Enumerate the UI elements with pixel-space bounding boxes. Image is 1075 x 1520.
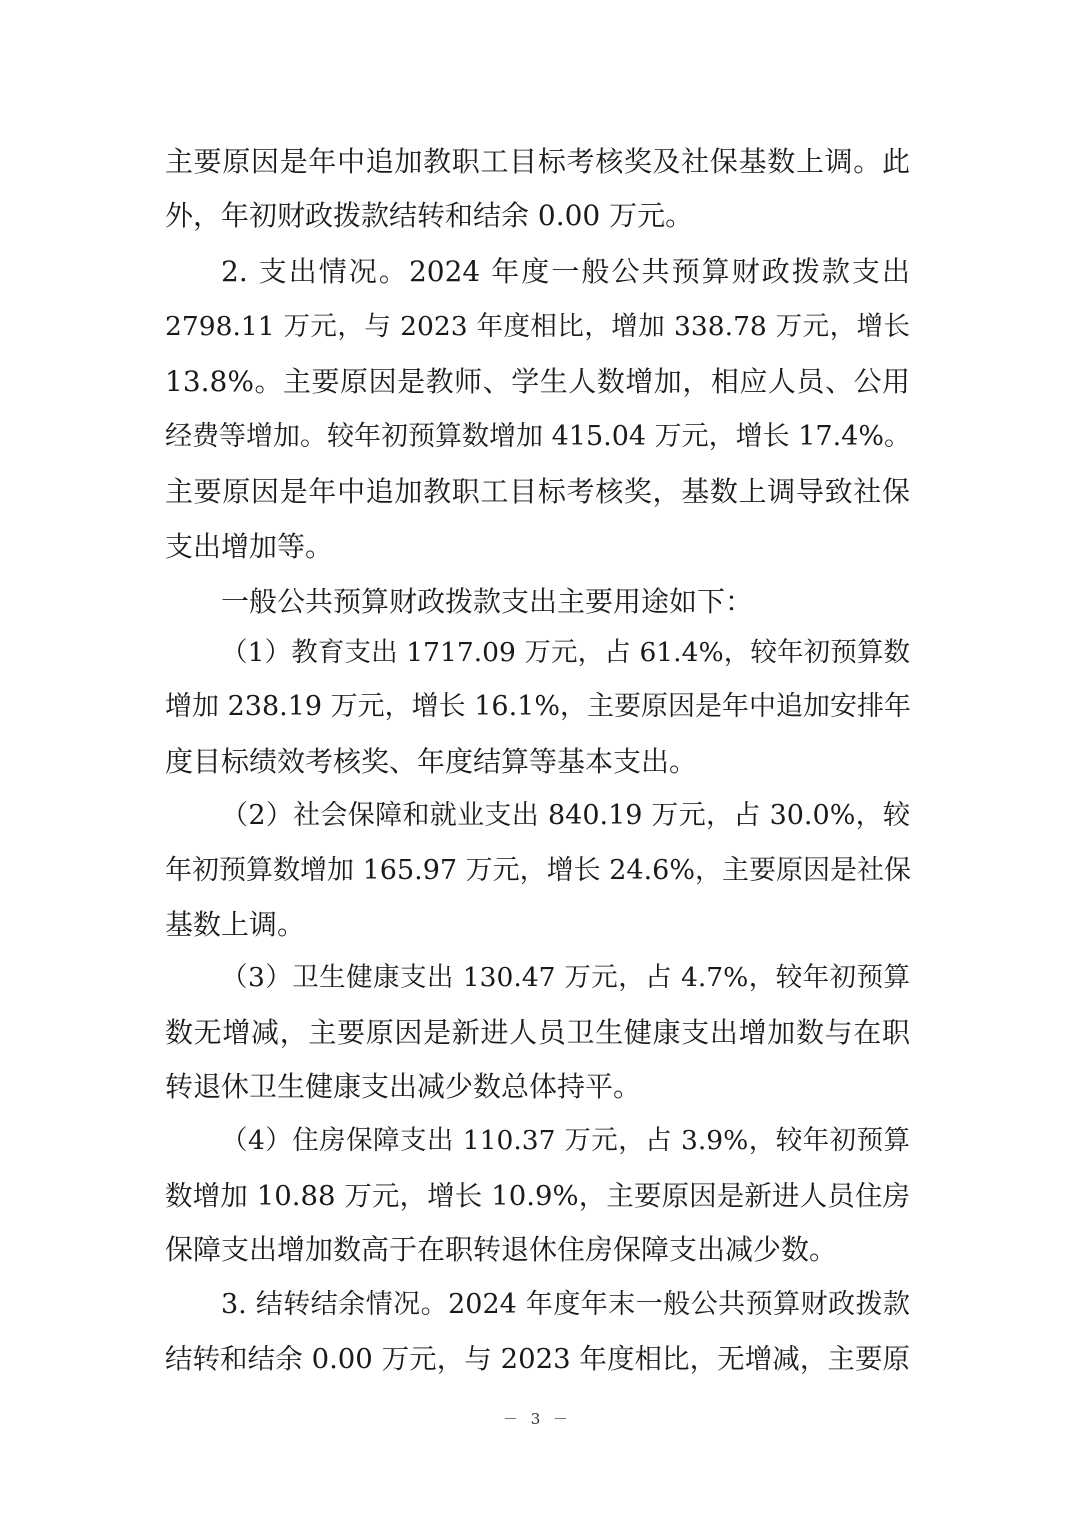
text-line: 经费等增加。较年初预算数增加 415.04 万元，增长 17.4%。 xyxy=(165,421,911,452)
text-line: 3. 结转结余情况。2024 年度年末一般公共预算财政拨款 xyxy=(221,1289,910,1320)
text-line: （1）教育支出 1717.09 万元，占 61.4%，较年初预算数 xyxy=(221,637,910,668)
text-line: 主要原因是年中追加教职工目标考核奖及社保基数上调。此 xyxy=(165,145,910,178)
text-line: 增加 238.19 万元，增长 16.1%，主要原因是年中追加安排年 xyxy=(165,691,911,722)
text-line: 一般公共预算财政拨款支出主要用途如下： xyxy=(221,585,754,618)
text-line: 主要原因是年中追加教职工目标考核奖，基数上调导致社保 xyxy=(165,475,910,508)
text-line: 2. 支出情况。2024 年度一般公共预算财政拨款支出 xyxy=(221,255,910,288)
text-line: （4）住房保障支出 110.37 万元，占 3.9%，较年初预算 xyxy=(221,1125,910,1156)
text-line: 度目标绩效考核奖、年度结算等基本支出。 xyxy=(165,745,698,778)
text-line: 支出增加等。 xyxy=(165,530,334,563)
text-line: 数增加 10.88 万元，增长 10.9%，主要原因是新进人员住房 xyxy=(165,1180,910,1212)
text-line: 转退休卫生健康支出减少数总体持平。 xyxy=(165,1070,642,1103)
text-line: 外，年初财政拨款结转和结余 0.00 万元。 xyxy=(165,199,694,232)
text-line: 年初预算数增加 165.97 万元，增长 24.6%，主要原因是社保 xyxy=(165,855,911,886)
text-line: 基数上调。 xyxy=(165,908,306,941)
page-number: － 3 － xyxy=(502,1410,573,1428)
text-line: （3）卫生健康支出 130.47 万元，占 4.7%，较年初预算 xyxy=(221,962,910,993)
text-line: 结转和结余 0.00 万元，与 2023 年度相比，无增减，主要原 xyxy=(165,1343,910,1375)
text-line: （2）社会保障和就业支出 840.19 万元，占 30.0%，较 xyxy=(221,800,910,831)
text-line: 2798.11 万元，与 2023 年度相比，增加 338.78 万元，增长 xyxy=(165,311,910,342)
text-line: 13.8%。主要原因是教师、学生人数增加，相应人员、公用 xyxy=(165,365,910,398)
text-line: 保障支出增加数高于在职转退休住房保障支出减少数。 xyxy=(165,1233,838,1266)
text-line: 数无增减，主要原因是新进人员卫生健康支出增加数与在职 xyxy=(165,1016,910,1049)
